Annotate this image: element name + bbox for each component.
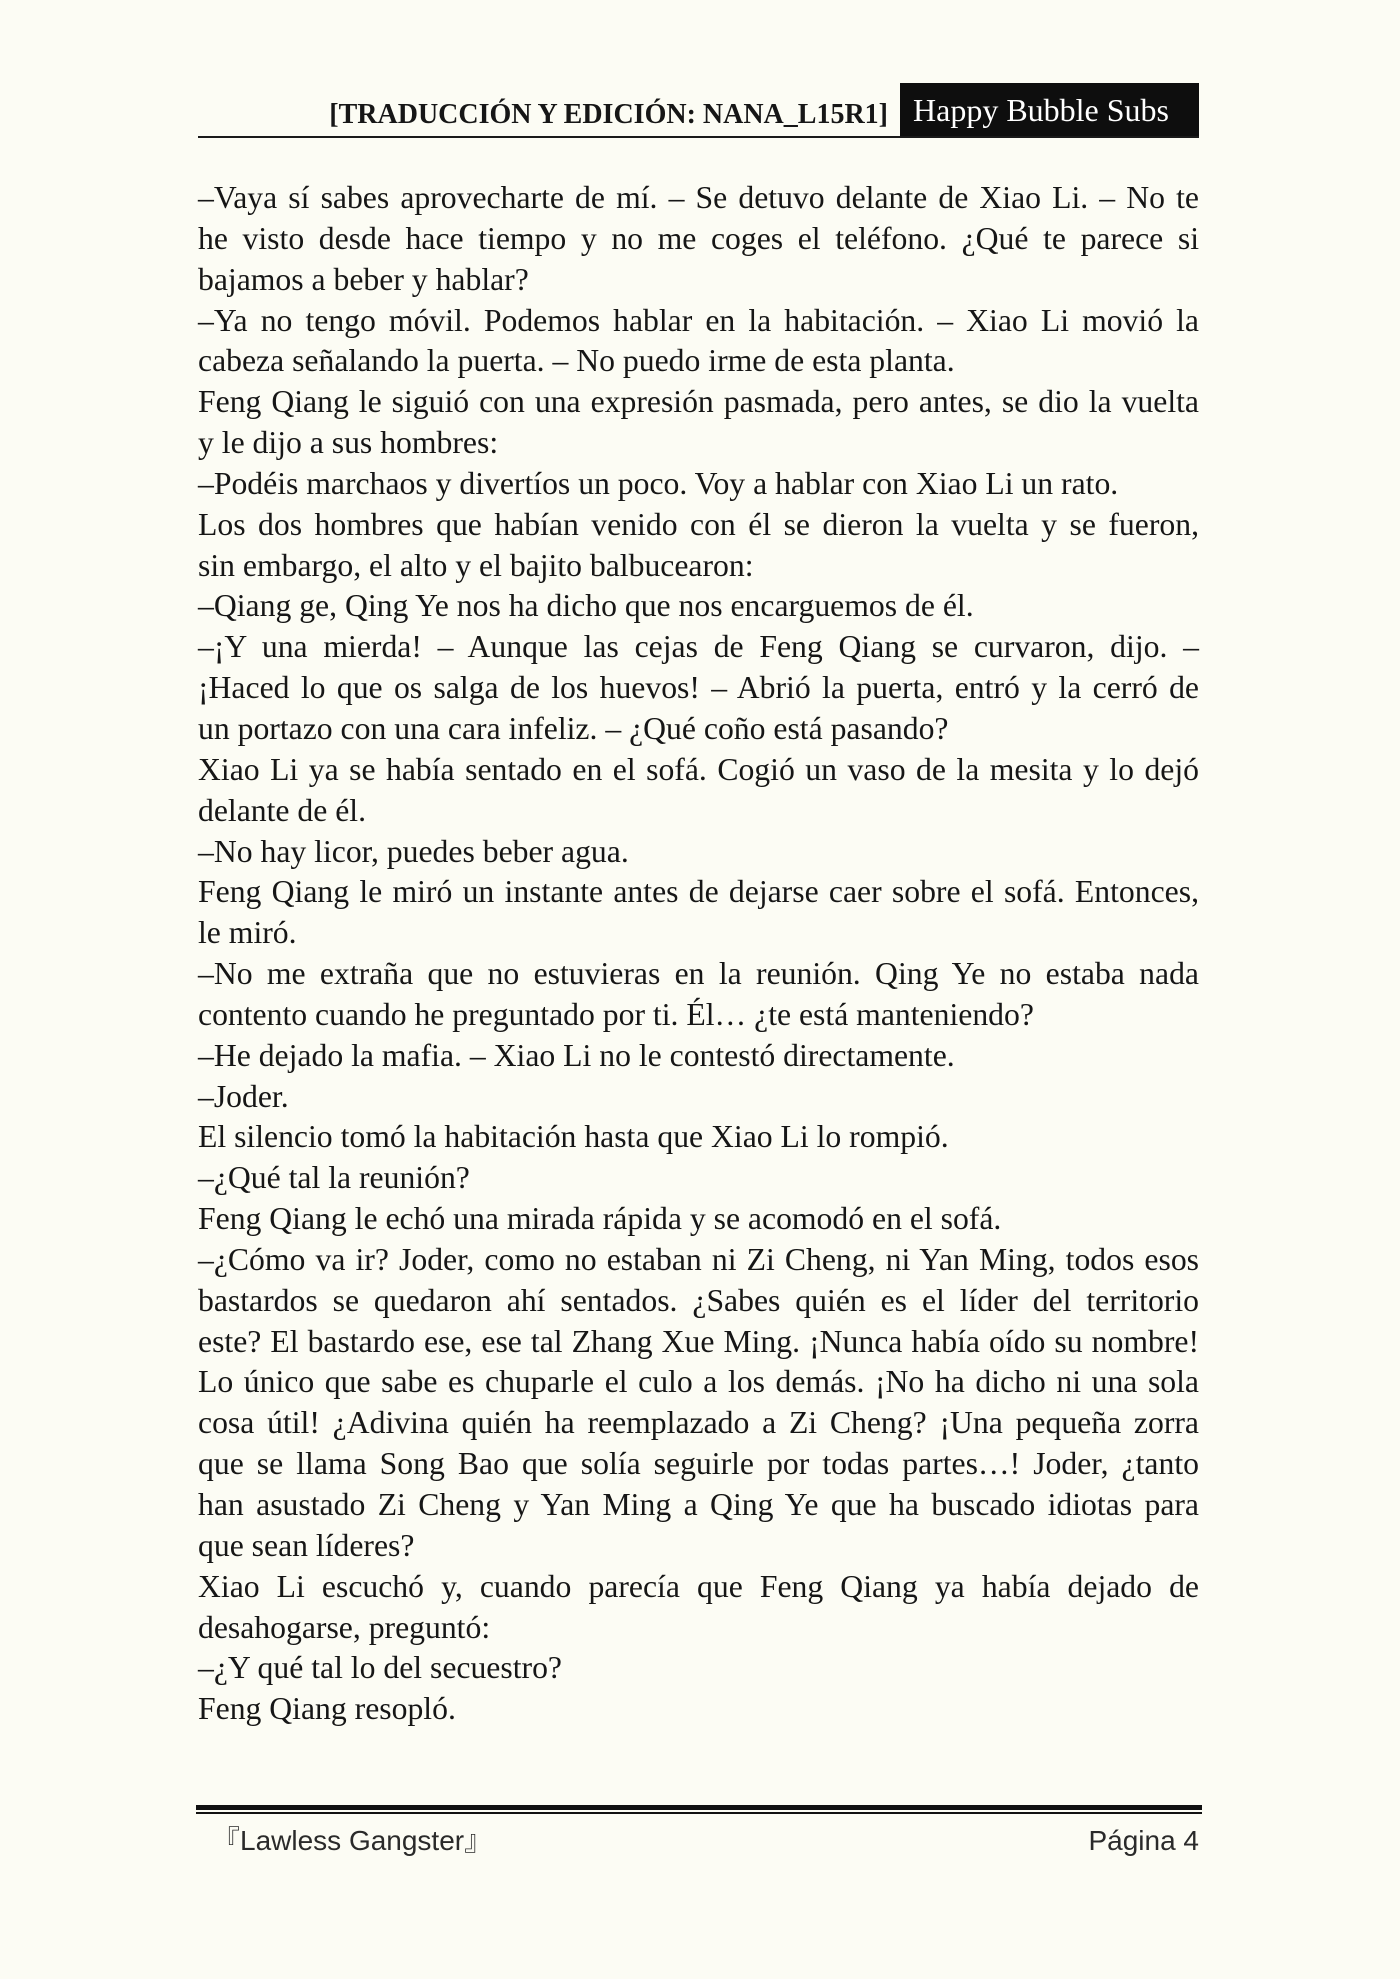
text-line: Xiao Li escuchó y, cuando parecía que Feng Qiang ya había dejado de (198, 1568, 1199, 1604)
paragraph (198, 1199, 1199, 1240)
text-line: ¡Haced lo que os salga de los huevos! – Abrió la puerta, entró y la cerró de (198, 670, 1199, 706)
text-line: –Vaya sí sabes aprovecharte de mí. – Se detuvo delante de Xiao Li. – No te (198, 180, 1199, 215)
paragraph (198, 627, 1199, 750)
text-line: cosa útil! ¿Adivina quién ha reemplazado a Zi Cheng? ¡Una pequeña zorra (198, 1405, 1199, 1441)
text-line: –Ya no tengo móvil. Podemos hablar en la habitación. – Xiao Li movió la (198, 302, 1199, 338)
body-text (198, 178, 1199, 1730)
page-number: Página 4 (1088, 1825, 1199, 1856)
text-line: –¿Qué tal la reunión? (198, 1160, 470, 1196)
paragraph (198, 1648, 1199, 1689)
text-line: bastardos se quedaron ahí sentados. ¿Sabes quién es el líder del territorio (198, 1282, 1199, 1318)
text-line: –¡Y una mierda! – Aunque las cejas de Feng Qiang se curvaron, dijo. – (198, 629, 1199, 665)
text-line: Lo único que sabe es chuparle el culo a los demás. ¡No ha dicho ni una sola (198, 1364, 1199, 1400)
text-line: –Qiang ge, Qing Ye nos ha dicho que nos encarguemos de él. (198, 588, 974, 624)
footer-rule-thick (196, 1805, 1202, 1810)
text-line: han asustado Zi Cheng y Yan Ming a Qing Ye que ha buscado idiotas para (198, 1487, 1199, 1522)
paragraph (198, 1158, 1199, 1199)
text-line: Feng Qiang resopló. (198, 1691, 456, 1727)
text-line: contento cuando he preguntado por ti. Él… ¿te está manteniendo? (198, 996, 1034, 1032)
paragraph (198, 178, 1199, 301)
text-line: Los dos hombres que habían venido con él se dieron la vuelta y se fueron, (198, 506, 1199, 542)
text-line: –Podéis marchaos y divertíos un poco. Voy a hablar con Xiao Li un rato. (198, 465, 1119, 501)
paragraph (198, 1240, 1199, 1567)
text-line: le miró. (198, 915, 297, 951)
paragraph (198, 505, 1199, 587)
text-line: –No me extraña que no estuvieras en la reunión. Qing Ye no estaba nada (198, 956, 1199, 992)
text-line: cabeza señalando la puerta. – No puedo irme de esta planta. (198, 343, 955, 379)
paragraph (198, 1077, 1199, 1118)
text-line: Xiao Li ya se había sentado en el sofá. Cogió un vaso de la mesita y lo dejó (198, 751, 1199, 787)
group-name-badge (900, 83, 1199, 138)
text-line: –He dejado la mafia. – Xiao Li no le contestó directamente. (198, 1037, 955, 1073)
text-line: –¿Cómo va ir? Joder, como no estaban ni Zi Cheng, ni Yan Ming, todos esos (198, 1241, 1199, 1277)
text-line: sin embargo, el alto y el bajito balbucearon: (198, 547, 754, 583)
paragraph (198, 1567, 1199, 1649)
text-line: –No hay licor, puedes beber agua. (198, 833, 629, 869)
paragraph (198, 586, 1199, 627)
text-line: he visto desde hace tiempo y no me coges el teléfono. ¿Qué te parece si (198, 220, 1199, 256)
text-line: que se llama Song Bao que solía seguirle por todas partes…! Joder, ¿tanto (198, 1446, 1199, 1482)
paragraph (198, 1689, 1199, 1730)
paragraph (198, 301, 1199, 383)
group-name: Happy Bubble Subs (913, 92, 1169, 128)
header-rule (198, 136, 1199, 138)
text-line: bajamos a beber y hablar? (198, 261, 529, 297)
paragraph (198, 1117, 1199, 1158)
text-line: El silencio tomó la habitación hasta que Xiao Li lo rompió. (198, 1119, 949, 1155)
text-line: –¿Y qué tal lo del secuestro? (198, 1650, 562, 1686)
text-line: –Joder. (198, 1078, 289, 1114)
paragraph (198, 750, 1199, 832)
text-line: Feng Qiang le miró un instante antes de dejarse caer sobre el sofá. Entonces, (198, 874, 1199, 910)
text-line: un portazo con una cara infeliz. – ¿Qué coño está pasando? (198, 710, 949, 746)
text-line: y le dijo a sus hombres: (198, 425, 499, 461)
text-line: delante de él. (198, 792, 367, 828)
paragraph (198, 464, 1199, 505)
book-title: 『Lawless Gangster』 (212, 1825, 493, 1856)
translation-credits: [TRADUCCIÓN Y EDICIÓN: NANA_L15R1] (329, 99, 888, 130)
paragraph (198, 872, 1199, 954)
text-line: este? El bastardo ese, ese tal Zhang Xue Ming. ¡Nunca había oído su nombre! (198, 1323, 1199, 1359)
paragraph (198, 954, 1199, 1036)
paragraph (198, 1036, 1199, 1077)
text-line: que sean líderes? (198, 1527, 415, 1563)
paragraph (198, 382, 1199, 464)
paragraph (198, 832, 1199, 873)
text-line: Feng Qiang le siguió con una expresión pasmada, pero antes, se dio la vuelta (198, 384, 1199, 420)
text-line: Feng Qiang le echó una mirada rápida y se acomodó en el sofá. (198, 1201, 1002, 1237)
footer-rule-thin (196, 1812, 1202, 1814)
text-line: desahogarse, preguntó: (198, 1609, 491, 1645)
